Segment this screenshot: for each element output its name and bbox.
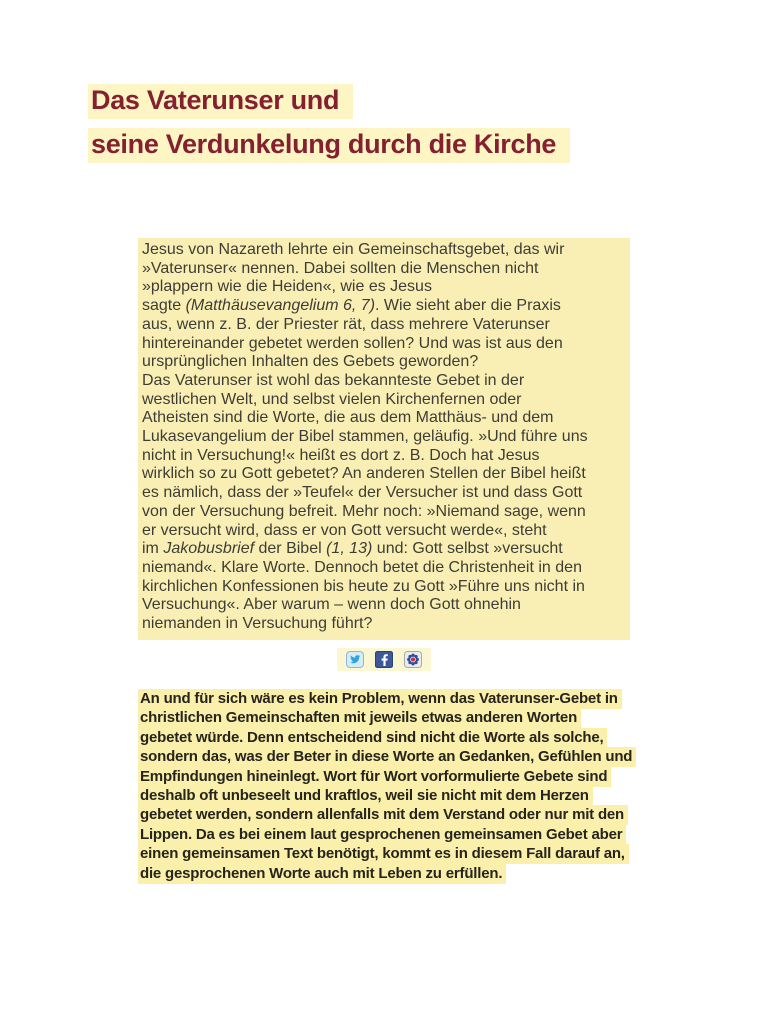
text-line: es nämlich, dass der »Teufel« der Versucher ist und dass Gott <box>142 484 583 502</box>
text-line: Empfindungen hineinlegt. Wort für Wort vorformulierte Gebete sind <box>138 767 636 786</box>
text-line: sondern das, was der Beter in diese Worte an Gedanken, Gefühlen und <box>138 747 636 766</box>
page-title <box>88 84 570 172</box>
text-line: Atheisten sind die Worte, die aus dem Matthäus- und dem <box>142 409 554 427</box>
facebook-icon <box>375 651 393 668</box>
text-line: sagte (Matthäusevangelium 6, 7). Wie sieht aber die Praxis <box>142 297 561 315</box>
text-line: niemanden in Versuchung führt? <box>142 615 373 633</box>
text-line: niemand«. Klare Worte. Dennoch betet die Christenheit in den <box>142 558 582 576</box>
text-line: die gesprochenen Worte auch mit Leben zu erfüllen. <box>138 864 636 883</box>
twitter-share-button[interactable] <box>346 651 364 668</box>
share-bar <box>337 648 431 671</box>
text-line: An und für sich wäre es kein Problem, wenn das Vaterunser-Gebet in <box>138 689 636 708</box>
text-line: seine Verdunkelung durch die Kirche <box>88 128 570 163</box>
text-line: nicht in Versuchung!« heißt es dort z. B. Doch hat Jesus <box>142 446 540 464</box>
text-line: von der Versuchung befreit. Mehr noch: »Niemand sage, wenn <box>142 502 586 520</box>
text-line: gebetet würde. Denn entscheidend sind nicht die Worte als solche, <box>138 728 636 747</box>
bookmark-star-icon <box>404 651 422 668</box>
text-line: Jesus von Nazareth lehrte ein Gemeinschaftsgebet, das wir <box>142 241 565 258</box>
text-line: »Vaterunser« nennen. Dabei sollten die Menschen nicht <box>142 259 539 277</box>
commentary-paragraph <box>138 689 636 883</box>
text-line: einen gemeinsamen Text benötigt, kommt es in diesem Fall darauf an, <box>138 844 636 863</box>
text-line: Das Vaterunser ist wohl das bekannteste Gebet in der <box>142 371 525 389</box>
text-line: kirchlichen Konfessionen bis heute zu Gott »Führe uns nicht in <box>142 577 585 595</box>
text-line: Lukasevangelium der Bibel stammen, geläufig. »Und führe uns <box>142 428 588 446</box>
text-line: ursprünglichen Inhalten des Gebets geworden? <box>142 353 479 371</box>
text-line: er versucht wird, dass er von Gott versucht werde«, steht <box>142 521 547 539</box>
text-line: im Jakobusbrief der Bibel (1, 13) und: Gott selbst »versucht <box>142 540 563 558</box>
text-line: hintereinander gebetet werden sollen? Und was ist aus den <box>142 334 563 352</box>
text-line: Lippen. Da es bei einem laut gesprochenen gemeinsamen Gebet aber <box>138 825 636 844</box>
text-line: aus, wenn z. B. der Priester rät, dass mehrere Vaterunser <box>142 315 550 333</box>
text-line: westlichen Welt, und selbst vielen Kirchenfernen oder <box>142 390 522 408</box>
twitter-icon <box>346 651 364 668</box>
text-line: Versuchung«. Aber warum – wenn doch Gott ohnehin <box>142 596 521 614</box>
text-line: gebetet werden, sondern allenfalls mit dem Verstand oder nur mit den <box>138 805 636 824</box>
bookmark-share-button[interactable] <box>404 651 422 668</box>
text-line: christlichen Gemeinschaften mit jeweils etwas anderen Worten <box>138 708 636 727</box>
text-line: wirklich so zu Gott gebetet? An anderen Stellen der Bibel heißt <box>142 465 586 483</box>
facebook-share-button[interactable] <box>375 651 393 668</box>
text-line: »plappern wie die Heiden«, wie es Jesus <box>142 278 432 296</box>
intro-paragraph <box>138 238 630 640</box>
text-line: Das Vaterunser und <box>88 84 570 119</box>
text-line: deshalb oft unbeseelt und kraftlos, weil sie nicht mit dem Herzen <box>138 786 636 805</box>
